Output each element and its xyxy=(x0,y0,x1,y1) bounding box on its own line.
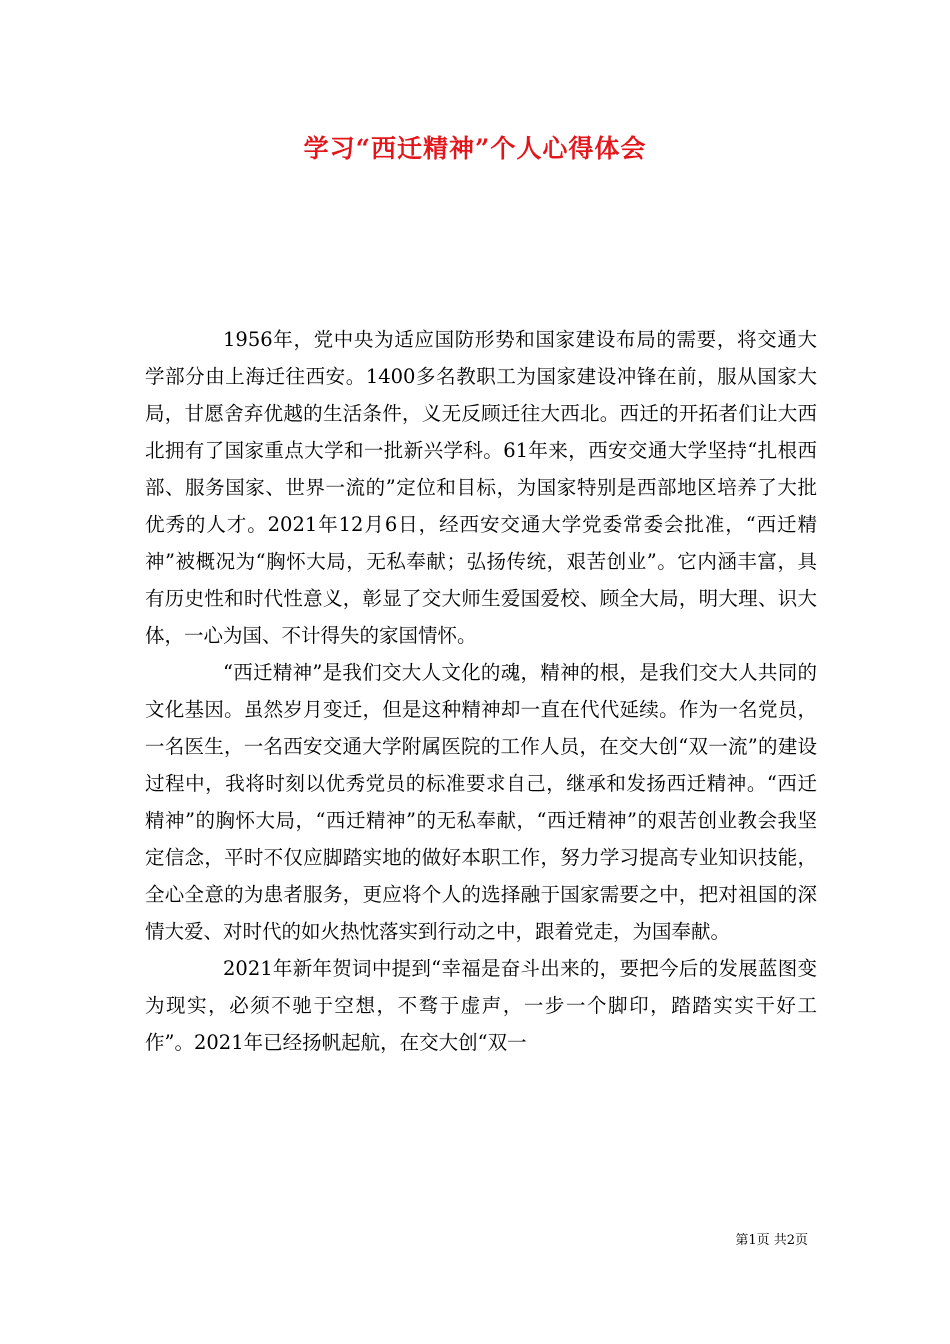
paragraph-3: 2021年新年贺词中提到“幸福是奋斗出来的，要把今后的发展蓝图变为现实，必须不驰于空想，不骛于虚声，一步一个脚印，踏踏实实干好工作”。2021年已经扬帆起航，在交大创“双一 xyxy=(145,957,817,1054)
document-title: 学习“西迁精神”个人心得体会 xyxy=(303,134,647,163)
document-body xyxy=(145,321,817,1061)
paragraph-2: “西迁精神”是我们交大人文化的魂，精神的根，是我们交大人共同的文化基因。虽然岁月变迁，但是这种精神却一直在代代延续。作为一名党员，一名医生，一名西安交通大学附属医院的工作人员，在交大创“双一流”的建设过程中，我将时刻以优秀党员的标准要求自己，继承和发扬西迁精神。“西迁精神”的胸怀大局，“西迁精神”的无私奉献，“西迁精神”的艰苦创业教会我坚定信念，平时不仅应脚踏实地的做好本职工作，努力学习提高专业知识技能，全心全意的为患者服务，更应将个人的选择融于国家需要之中，把对祖国的深情大爱、对时代的如火热忱落实到行动之中，跟着党走，为国奉献。 xyxy=(145,661,817,943)
page-number-footer: 第1页 共2页 xyxy=(735,1233,808,1248)
paragraph-1: 1956年，党中央为适应国防形势和国家建设布局的需要，将交通大学部分由上海迁往西安。1400多名教职工为国家建设冲锋在前，服从国家大局，甘愿舍弃优越的生活条件，义无反顾迁往大西北。西迁的开拓者们让大西北拥有了国家重点大学和一批新兴学科。61年来，西安交通大学坚持“扎根西部、服务国家、世界一流的”定位和目标，为国家特别是西部地区培养了大批优秀的人才。2021年12月6日，经西安交通大学党委常委会批准，“西迁精神”被概况为“胸怀大局，无私奉献；弘扬传统，艰苦创业”。它内涵丰富，具有历史性和时代性意义，彰显了交大师生爱国爱校、顾全大局，明大理、识大体，一心为国、不计得失的家国情怀。 xyxy=(145,328,817,647)
